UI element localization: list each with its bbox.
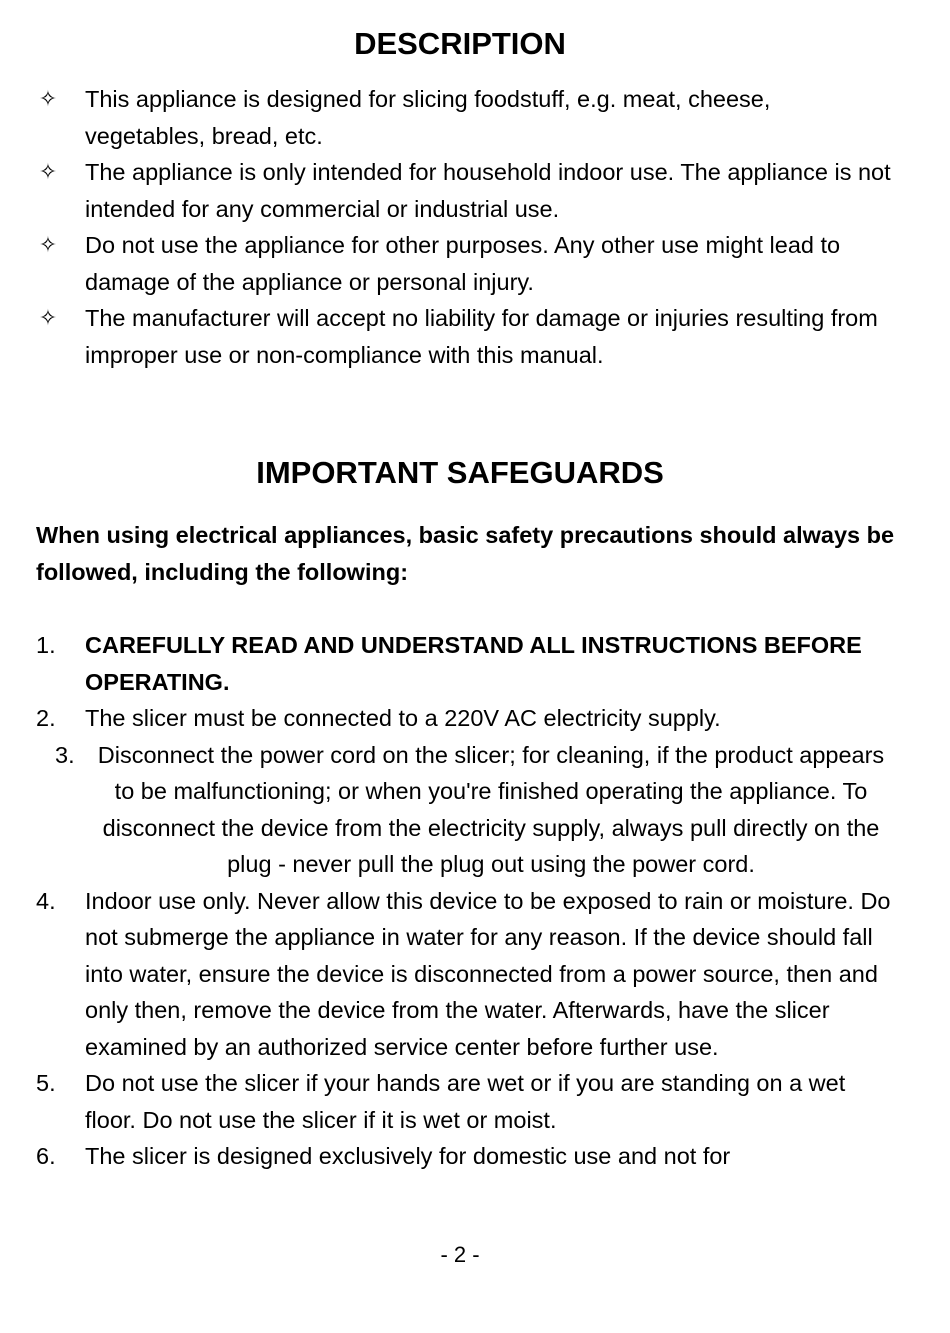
item-text: The slicer is designed exclusively for domestic use and not for <box>85 1143 731 1169</box>
item-text: Indoor use only. Never allow this device to be exposed to rain or moisture. Do not submerge the appliance in water for any reason. If the device should fall into water, ensure the device is disconnected from a power source, then and only then, remove the device from the water. Afterwards, have the slicer examined by an authorized service center before further use. <box>85 887 891 1060</box>
item-number: 3. <box>55 741 75 768</box>
item-text: Do not use the slicer if your hands are wet or if you are standing on a wet floor. Do not use the slicer if it is wet or moist. <box>85 1070 846 1133</box>
description-bullet-item <box>36 227 896 300</box>
item-number: 1. <box>36 632 56 658</box>
safeguard-item <box>36 627 896 700</box>
bullet-text: This appliance is designed for slicing foodstuff, e.g. meat, cheese, vegetables, bread, etc. <box>85 86 771 149</box>
safeguard-item <box>36 700 896 737</box>
page-number: - 2 - <box>440 1242 480 1267</box>
description-bullet-list <box>36 81 896 373</box>
item-text: CAREFULLY READ AND UNDERSTAND ALL INSTRUCTIONS BEFORE OPERATING. <box>85 632 862 695</box>
star-bullet-icon: ✧ <box>38 232 58 257</box>
safeguards-numbered-list <box>36 627 896 1175</box>
safeguard-item <box>36 1138 896 1175</box>
description-bullet-item <box>36 154 896 227</box>
safeguards-heading: IMPORTANT SAFEGUARDS <box>256 455 664 490</box>
safeguard-item <box>36 883 896 1066</box>
bullet-text: The manufacturer will accept no liability for damage or injuries resulting from improper use or non-compliance with this manual. <box>85 305 878 368</box>
bullet-text: The appliance is only intended for household indoor use. The appliance is not intended for any commercial or industrial use. <box>85 159 891 222</box>
bullet-text: Do not use the appliance for other purposes. Any other use might lead to damage of the appliance or personal injury. <box>85 232 841 295</box>
safeguard-item <box>36 1065 896 1138</box>
item-number: 6. <box>36 1143 56 1169</box>
description-heading: DESCRIPTION <box>354 26 566 61</box>
star-bullet-icon: ✧ <box>38 159 58 184</box>
item-number: 4. <box>36 887 56 914</box>
safeguards-intro: When using electrical appliances, basic safety precautions should always be followed, including the following: <box>36 522 895 585</box>
item-text: The slicer must be connected to a 220V AC electricity supply. <box>85 705 721 731</box>
star-bullet-icon: ✧ <box>38 86 58 111</box>
star-bullet-icon: ✧ <box>38 305 58 330</box>
safeguard-item <box>36 737 896 883</box>
item-text: Disconnect the power cord on the slicer; for cleaning, if the product appears to be malfunctioning; or when you're finished operating the appliance. To disconnect the device from the electricity supply, always pull directly on the plug - never pull the plug out using the power cord. <box>97 741 885 877</box>
item-number: 2. <box>36 705 56 731</box>
item-number: 5. <box>36 1070 56 1096</box>
description-bullet-item <box>36 81 896 154</box>
description-bullet-item <box>36 300 896 373</box>
